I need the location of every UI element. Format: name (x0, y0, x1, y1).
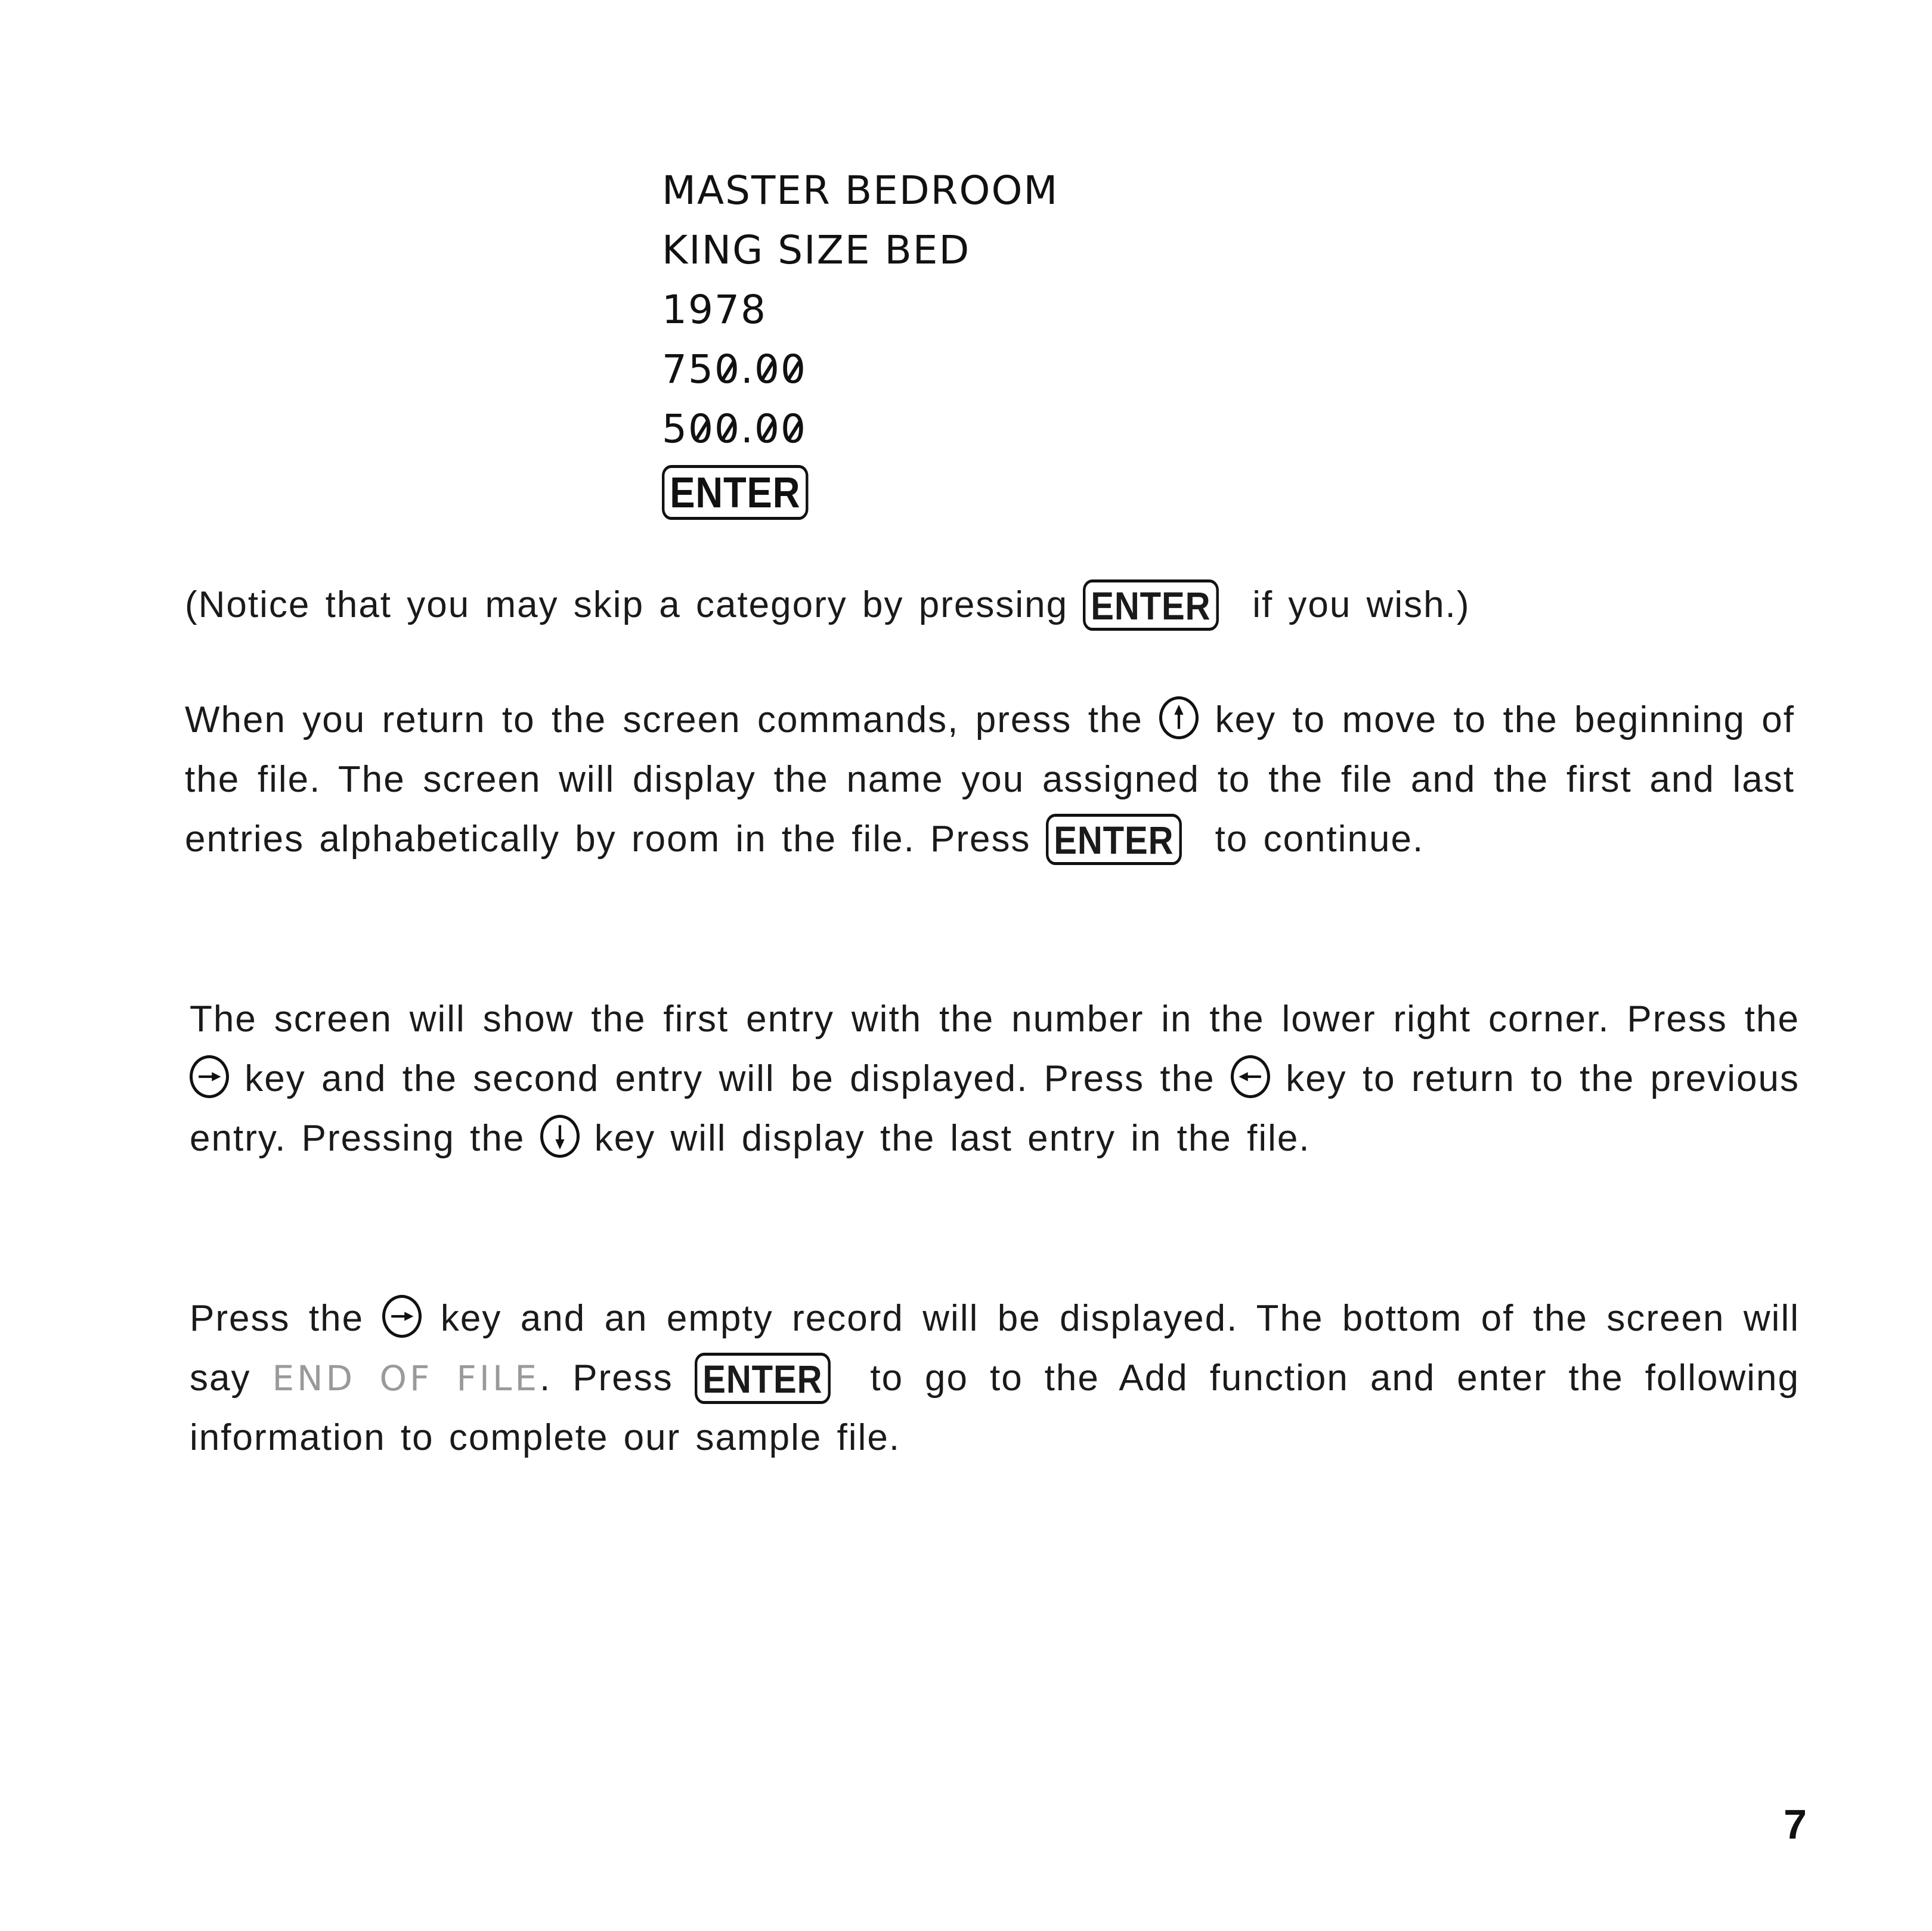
entry-room: MASTER BEDROOM (662, 168, 1059, 213)
para2-text-3: key to return to the previous entry. Pressing the (190, 1058, 1800, 1159)
paragraph-empty-record (190, 1289, 1800, 1468)
slashed-zero: 0 (688, 399, 714, 459)
sample-entry-block (662, 161, 1058, 519)
notice-text-end: if you wish.) (1237, 584, 1470, 625)
para1-text-2: key to move to the beginning of the file. The screen will display the name you assigned to the file and the first and last entries alphabetically by room in the file. Press (185, 699, 1795, 860)
entry-value-prefix: 5 (662, 406, 688, 452)
entry-enter-line (662, 459, 1058, 519)
up-arrow-key-icon (1159, 696, 1199, 739)
para2-text-2: key and the second entry will be displayed. Press the (229, 1058, 1231, 1099)
paragraph-first-entry (190, 990, 1800, 1168)
enter-key: ENTER (1083, 579, 1219, 631)
slashed-zero: 0 (781, 340, 807, 399)
para1-text-3: to continue. (1200, 819, 1425, 860)
entry-item: KING SIZE BED (662, 227, 971, 273)
right-arrow-key-icon (190, 1055, 229, 1098)
slashed-zero: 0 (781, 399, 807, 459)
decimal-point: . (741, 406, 754, 452)
notice-paragraph (185, 575, 1795, 635)
para3-text-4: to go to the Add function and enter the following information to complete our sample file. (190, 1357, 1800, 1458)
slashed-zero: 0 (714, 399, 741, 459)
para3-text-3: . Press (540, 1357, 695, 1399)
para2-text-4: key will display the last entry in the file. (579, 1118, 1311, 1159)
notice-text-start: (Notice that you may skip a category by pressing (185, 584, 1083, 625)
slashed-zero: 0 (714, 340, 741, 399)
para1-text-1: When you return to the screen commands, press the (185, 699, 1160, 740)
paragraph-return-commands (185, 690, 1795, 869)
enter-key: ENTER (695, 1353, 831, 1404)
para3-text-2: key and an empty record will be displayed. The bottom of the screen will say (190, 1298, 1800, 1399)
enter-key: ENTER (1046, 814, 1182, 865)
entry-cost (662, 340, 1058, 399)
slashed-zero: 0 (754, 399, 781, 459)
entry-value (662, 399, 1058, 459)
para2-text-1: The screen will show the first entry with the number in the lower right corner. Press the (190, 999, 1800, 1040)
end-of-file-message: END OF FILE (272, 1358, 540, 1399)
down-arrow-key-icon (540, 1115, 580, 1158)
left-arrow-key-icon (1231, 1055, 1270, 1098)
enter-key: ENTER (662, 465, 809, 520)
entry-year: 1978 (662, 287, 767, 333)
decimal-point: . (740, 346, 754, 392)
page-number: 7 (1784, 1801, 1807, 1848)
right-arrow-key-icon (382, 1295, 422, 1338)
entry-cost-prefix: 75 (662, 346, 714, 392)
para3-text-1: Press the (190, 1298, 383, 1339)
slashed-zero: 0 (754, 340, 781, 399)
